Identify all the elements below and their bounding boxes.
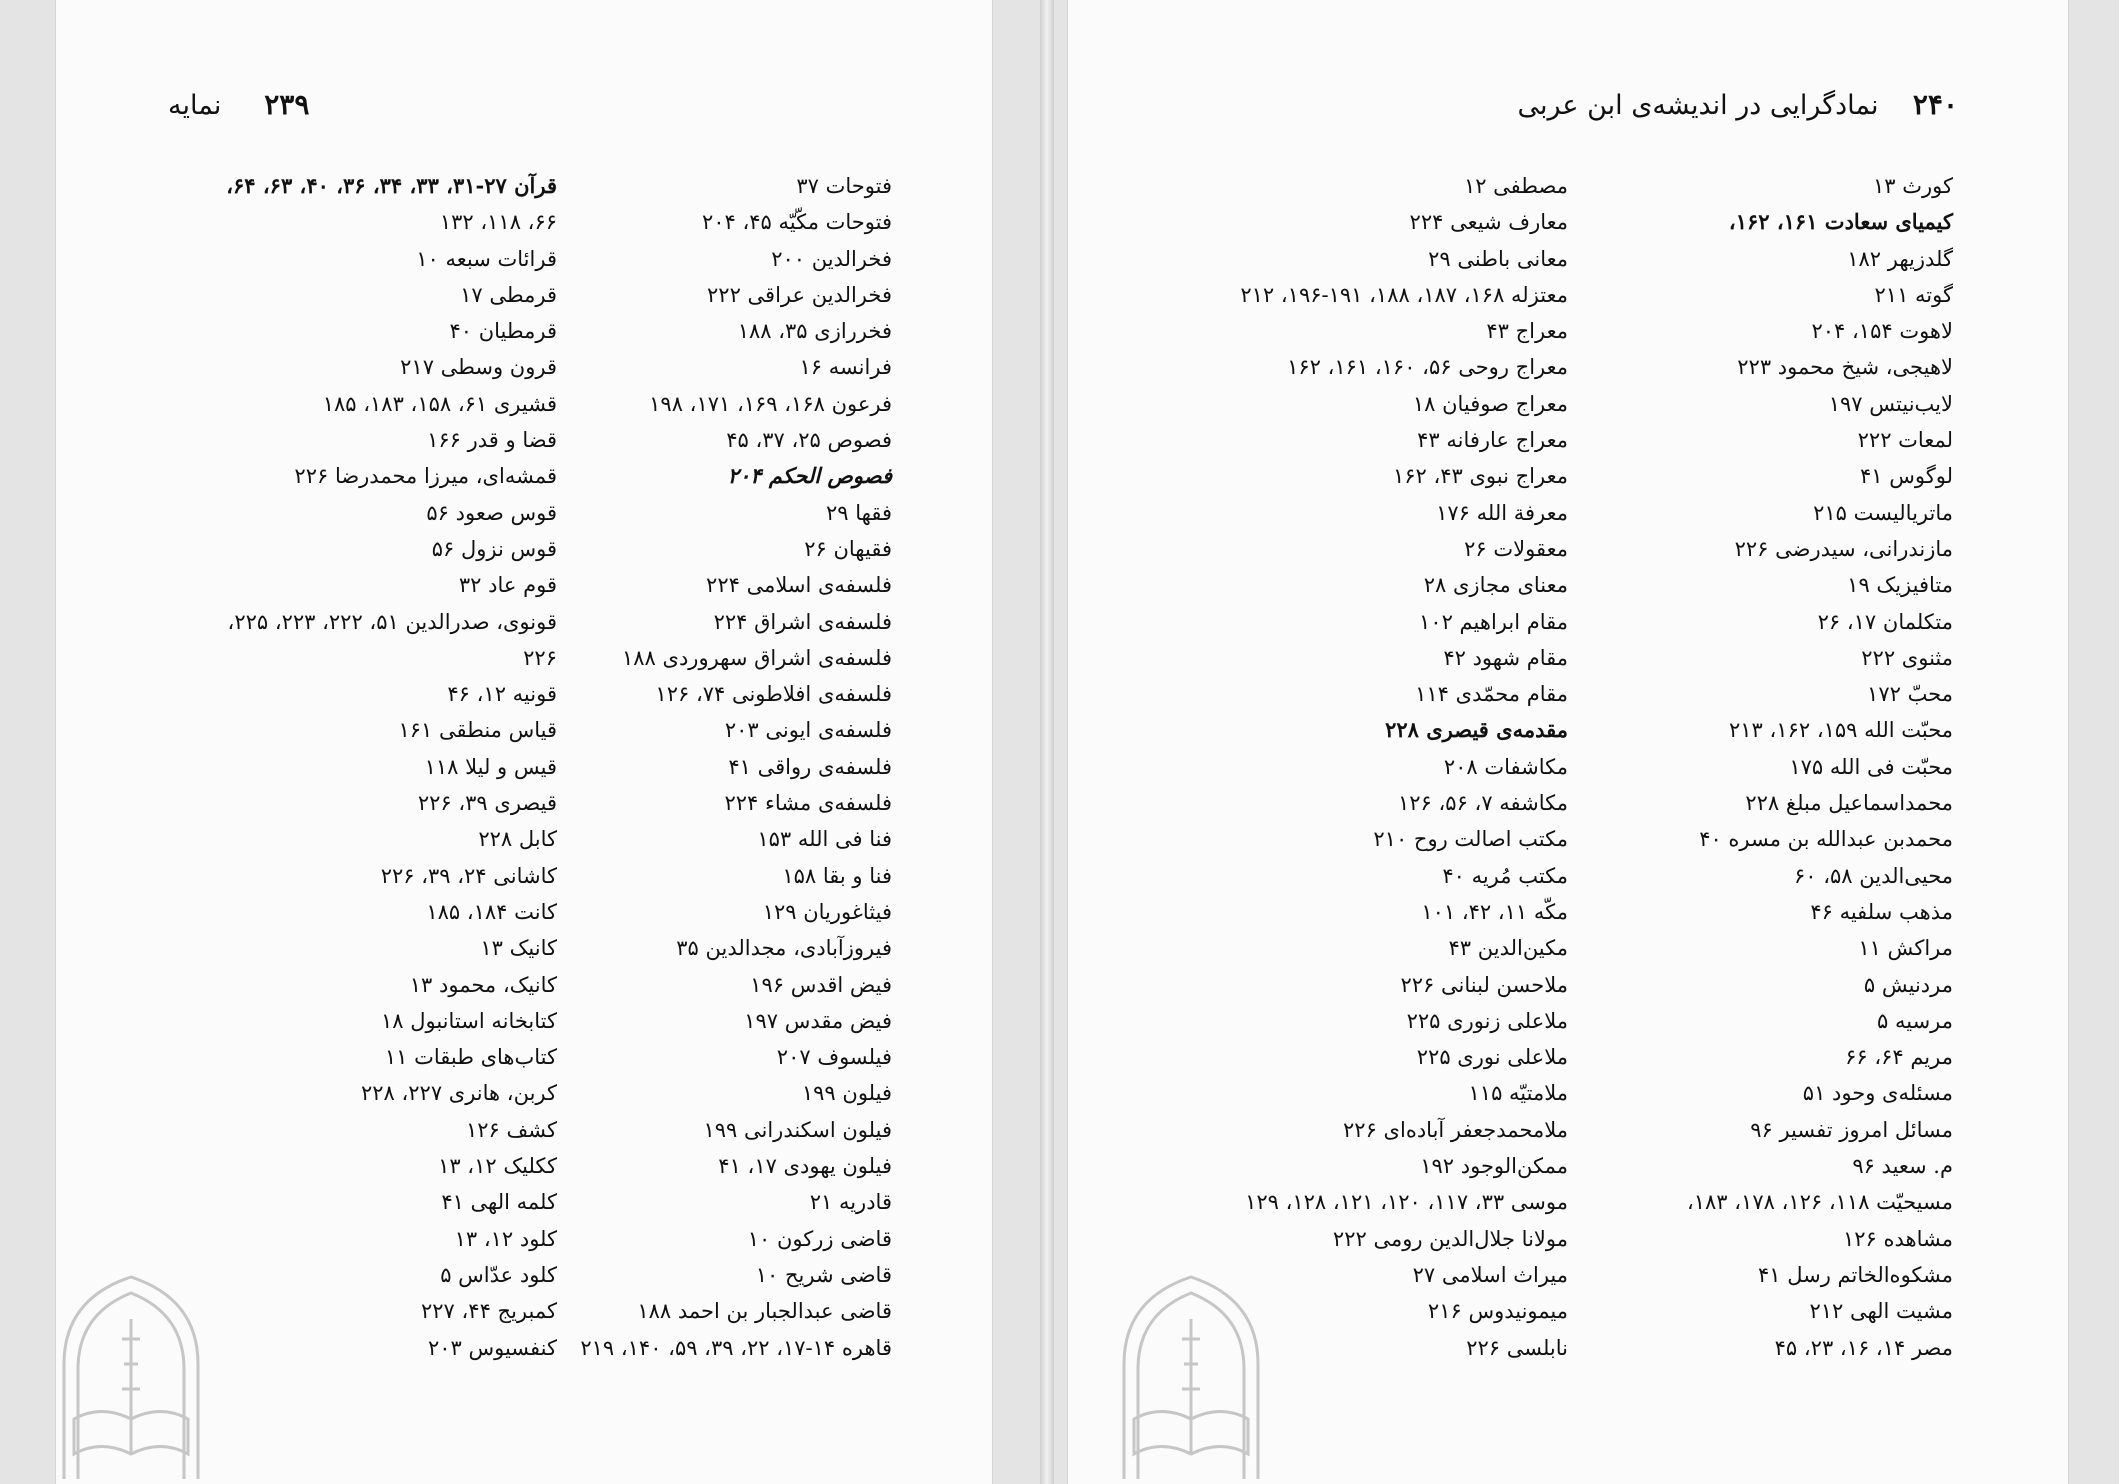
index-entry: قمشه‌ای، میرزا محمدرضا ۲۲۶ [294,464,557,489]
index-entry: معانی باطنی ۲۹ [1428,246,1568,271]
index-entry: فنا فی الله ۱۵۳ [757,827,892,852]
right-page [1068,0,2068,1484]
index-entry: مردنیش ۵ [1863,972,1953,997]
running-title: نمایه [168,90,222,121]
index-entry: گوته ۲۱۱ [1874,282,1953,307]
index-entry: معتزله ۱۶۸، ۱۸۷، ۱۸۸، ۱۹۱-۱۹۶، ۲۱۲ [1240,282,1568,307]
index-entry: قادریه ۲۱ [809,1190,892,1215]
index-entry: مسیحیّت ۱۱۸، ۱۲۶، ۱۷۸، ۱۸۳، [1686,1190,1953,1215]
index-entry: کلمه الهی ۴۱ [441,1190,557,1215]
index-entry: فیثاغوریان ۱۲۹ [762,899,892,924]
index-entry: کاشانی ۲۴، ۳۹، ۲۲۶ [380,863,557,888]
index-entry: مثنوی ۲۲۲ [1861,645,1953,670]
page-number: ۲۳۹ [264,88,310,121]
index-entry: کمبریج ۴۴، ۲۲۷ [421,1299,557,1324]
index-entry: محمداسماعیل مبلغ ۲۲۸ [1745,791,1953,816]
index-entry: معراج عارفانه ۴۳ [1417,428,1568,453]
library-seal-watermark [1116,1269,1266,1484]
index-entry: مرسیه ۵ [1877,1008,1953,1033]
index-entry: فتوحات مکّیّه ۴۵، ۲۰۴ [701,210,892,235]
index-entry: کلود ۱۲، ۱۳ [454,1226,557,1251]
index-entry: قاهره ۱۴-۱۷، ۲۲، ۳۹، ۵۹، ۱۴۰، ۲۱۹ [580,1335,892,1360]
index-entry: لاهیجی، شیخ محمود ۲۲۳ [1737,355,1953,380]
index-entry: معقولات ۲۶ [1464,536,1568,561]
index-entry: مکاشفه ۷، ۵۶، ۱۲۶ [1398,791,1568,816]
index-entry: محبّ ۱۷۲ [1867,682,1953,707]
index-entry: فرانسه ۱۶ [799,355,892,380]
index-entry: مکتب مُریه ۴۰ [1442,863,1568,888]
index-entry: کیمیای سعادت ۱۶۱، ۱۶۲، [1728,209,1953,235]
index-entry: کانیک، محمود ۱۳ [409,972,557,997]
library-seal-watermark [56,1269,206,1484]
index-entry: فصوص الحکم ۲۰۴ [727,463,892,489]
index-entry: مکین‌الدین ۴۳ [1448,936,1568,961]
index-entry: معراج روحی ۵۶، ۱۶۰، ۱۶۱، ۱۶۲ [1287,355,1568,380]
index-entry: متافیزیک ۱۹ [1847,573,1953,598]
index-entry: قرون وسطی ۲۱۷ [400,355,557,380]
index-entry: فتوحات ۳۷ [796,174,892,198]
index-entry: فقیهان ۲۶ [804,536,892,561]
index-entry: کانیک ۱۳ [480,936,557,961]
index-entry: ملامتیّه ۱۱۵ [1468,1081,1568,1106]
index-entry: نابلسی ۲۲۶ [1466,1335,1568,1360]
index-entry: کربن، هانری ۲۲۷، ۲۲۸ [360,1081,557,1106]
index-entry: کشف ۱۲۶ [466,1117,557,1142]
index-entry: فیلون اسکندرانی ۱۹۹ [703,1117,892,1142]
index-entry: قوم عاد ۳۲ [458,573,557,598]
index-entry: فلسفه‌ی مشاء ۲۲۴ [724,791,892,816]
index-entry: قاضی زرکون ۱۰ [747,1226,892,1251]
index-entry: قضا و قدر ۱۶۶ [427,428,557,453]
index-entry: ککلیک ۱۲، ۱۳ [438,1154,557,1179]
index-entry-continuation: ۲۲۶ [523,645,557,670]
index-entry: قیصری ۳۹، ۲۲۶ [417,791,557,816]
index-entry: لایب‌نیتس ۱۹۷ [1828,391,1953,416]
index-entry: معراج ۴۳ [1486,319,1568,344]
index-entry: مقدمه‌ی قیصری ۲۲۸ [1385,717,1568,743]
index-entry: محیی‌الدین ۵۸، ۶۰ [1794,863,1953,888]
index-entry: گلدزیهر ۱۸۲ [1847,246,1953,271]
index-entry: ماتریالیست ۲۱۵ [1813,500,1953,525]
index-entry: متکلمان ۱۷، ۲۶ [1817,609,1953,634]
page-header [1517,88,1958,121]
index-entry: مقام شهود ۴۲ [1443,645,1568,670]
index-entry: قوس صعود ۵۶ [426,500,557,525]
index-column-right [1687,168,1953,1366]
index-entry: قشیری ۶۱، ۱۵۸، ۱۸۳، ۱۸۵ [322,391,557,416]
index-entry: فلسفه‌ی اشراق سهروردی ۱۸۸ [622,645,892,670]
index-entry: قاضی عبدالجبار بن احمد ۱۸۸ [637,1299,892,1324]
index-entry: مولانا جلال‌الدین رومی ۲۲۲ [1332,1226,1568,1251]
index-entry: ممکن‌الوجود ۱۹۲ [1420,1154,1568,1179]
index-entry: فلسفه‌ی رواقی ۴۱ [728,754,892,779]
index-entry: مصطفی ۱۲ [1463,174,1568,198]
index-entry: کلود عدّاس ۵ [440,1262,557,1287]
index-entry: معنای مجازی ۲۸ [1423,573,1568,598]
index-entry: کتابخانه استانبول ۱۸ [380,1008,557,1033]
index-entry: قاضی شریح ۱۰ [755,1262,892,1287]
index-entry: م. سعید ۹۶ [1852,1154,1953,1179]
index-entry: کانت ۱۸۴، ۱۸۵ [426,899,557,924]
page-number: ۲۴۰ [1912,88,1958,121]
index-entry: ملاعلی زنوری ۲۲۵ [1406,1008,1568,1033]
index-entry: قونیه ۱۲، ۴۶ [447,682,557,707]
index-entry: فیلون ۱۹۹ [801,1081,892,1106]
index-entry: کابل ۲۲۸ [478,827,557,852]
index-entry: لاهوت ۱۵۴، ۲۰۴ [1811,319,1953,344]
index-entry: قرائات سبعه ۱۰ [416,246,557,271]
index-entry: فلسفه‌ی اسلامی ۲۲۴ [706,573,892,598]
index-entry: فصوص ۲۵، ۳۷، ۴۵ [726,428,892,453]
index-entry: قرآن ۲۷-۳۱، ۳۳، ۳۴، ۳۶، ۴۰، ۶۳، ۶۴، [226,173,557,198]
index-entry: ملاعلی نوری ۲۲۵ [1416,1045,1568,1070]
index-entry: معارف شیعی ۲۲۴ [1409,210,1568,235]
index-entry: معراج صوفیان ۱۸ [1412,391,1568,416]
index-entry: کورث ۱۳ [1873,174,1953,198]
index-entry: فخررازی ۳۵، ۱۸۸ [737,319,892,344]
left-page [56,0,992,1484]
index-entry: محمدبن عبدالله بن مسره ۴۰ [1699,827,1953,852]
index-entry: مازندرانی، سیدرضی ۲۲۶ [1734,536,1953,561]
index-entry: مشکوه‌الخاتم رسل ۴۱ [1758,1262,1953,1287]
index-entry: فیلسوف ۲۰۷ [776,1045,892,1070]
index-entry: مکتب اصالت روح ۲۱۰ [1373,827,1568,852]
index-entry: مقام ابراهیم ۱۰۲ [1419,609,1568,634]
index-entry: ملاحسن لبنانی ۲۲۶ [1400,972,1568,997]
index-entry: لمعات ۲۲۲ [1857,428,1953,453]
index-entry: قرمطی ۱۷ [460,282,557,307]
index-entry: کتاب‌های طبقات ۱۱ [384,1045,557,1070]
index-entry: مریم ۶۴، ۶۶ [1845,1045,1953,1070]
index-entry: فیلون یهودی ۱۷، ۴۱ [718,1154,892,1179]
running-title: نمادگرایی در اندیشه‌ی ابن عربی [1517,90,1879,121]
index-entry: میراث اسلامی ۲۷ [1412,1262,1568,1287]
index-entry: مذهب سلفیه ۴۶ [1810,899,1953,924]
index-entry: قونوی، صدرالدین ۵۱، ۲۲۲، ۲۲۳، ۲۲۵، [227,609,557,634]
index-entry: قیس و لیلا ۱۱۸ [424,754,557,779]
index-entry: مصر ۱۴، ۱۶، ۲۳، ۴۵ [1774,1335,1953,1360]
index-column-left [226,168,557,1366]
index-entry: معرفة الله ۱۷۶ [1436,500,1568,525]
index-entry: محبّت الله ۱۵۹، ۱۶۲، ۲۱۳ [1729,718,1953,743]
index-entry: موسی ۳۳، ۱۱۷، ۱۲۰، ۱۲۱، ۱۲۸، ۱۲۹ [1245,1190,1568,1215]
index-entry: لوگوس ۴۱ [1860,464,1953,489]
index-entry: مشیت الهی ۲۱۲ [1809,1299,1953,1324]
index-entry: فلسفه‌ی افلاطونی ۷۴، ۱۲۶ [655,682,892,707]
index-entry: محبّت فی الله ۱۷۵ [1789,754,1953,779]
index-entry: میمونیدوس ۲۱۶ [1427,1299,1568,1324]
book-spine [1040,0,1054,1484]
index-entry: فرعون ۱۶۸، ۱۶۹، ۱۷۱، ۱۹۸ [649,391,892,416]
index-entry: فلسفه‌ی اشراق ۲۲۴ [713,609,892,634]
index-column-right [580,168,892,1366]
index-entry: فخرالدین عراقی ۲۲۲ [707,282,892,307]
index-entry: ملامحمدجعفر آباده‌ای ۲۲۶ [1343,1117,1568,1142]
index-entry: فنا و بقا ۱۵۸ [782,863,892,888]
index-entry: قیاس منطقی ۱۶۱ [398,718,557,743]
page-header [168,88,309,121]
index-entry: مسائل امروز تفسیر ۹۶ [1750,1117,1953,1142]
index-entry: مکاشفات ۲۰۸ [1443,754,1568,779]
index-entry: فخرالدین ۲۰۰ [771,246,892,271]
index-entry: فیض اقدس ۱۹۶ [750,972,892,997]
index-entry: کنفسیوس ۲۰۳ [427,1335,557,1360]
index-entry: قوس نزول ۵۶ [431,536,557,561]
index-entry: معراج نبوی ۴۳، ۱۶۲ [1392,464,1568,489]
index-entry: فلسفه‌ی ایونی ۲۰۳ [724,718,892,743]
index-entry: فقها ۲۹ [826,500,892,525]
index-entry: فیروزآبادی، مجدالدین ۳۵ [676,936,892,961]
index-entry: مقام محمّدی ۱۱۴ [1415,682,1568,707]
index-entry: قرمطیان ۴۰ [449,319,557,344]
index-column-left [1240,168,1568,1366]
index-entry: مسئله‌ی وحود ۵۱ [1802,1081,1953,1106]
index-entry-continuation: ۶۶، ۱۱۸، ۱۳۲ [439,210,557,235]
index-entry: مکّه ۱۱، ۴۲، ۱۰۱ [1421,899,1568,924]
index-entry: مشاهده ۱۲۶ [1843,1226,1953,1251]
index-entry: مراکش ۱۱ [1858,936,1953,961]
index-entry: فیض مقدس ۱۹۷ [744,1008,892,1033]
